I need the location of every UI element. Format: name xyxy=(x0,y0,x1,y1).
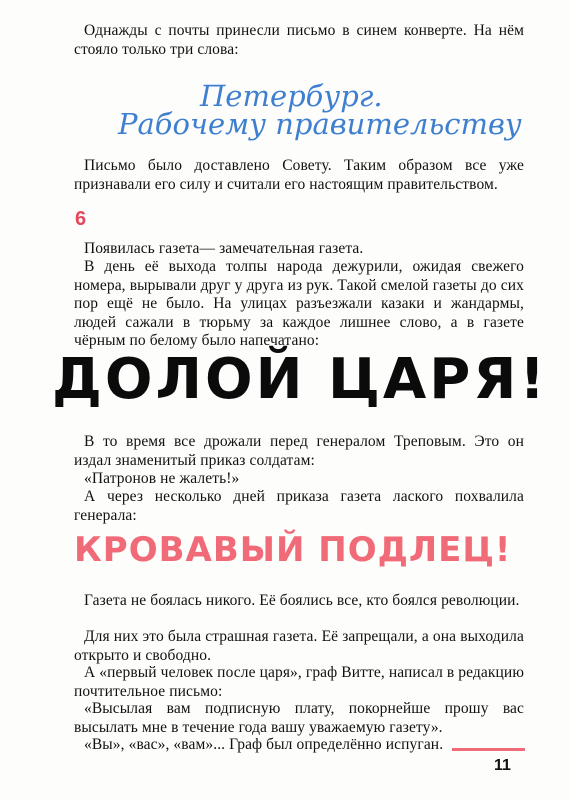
footer-rule xyxy=(452,748,525,751)
paragraph-praise: А через несколько дней приказа газета лаского похвалила генерала: xyxy=(74,488,524,524)
headline-down-with-tsar: ДОЛОЙ ЦАРЯ! xyxy=(52,347,548,412)
headline-bloody-scoundrel: КРОВАВЫЙ ПОДЛЕЦ! xyxy=(74,530,512,570)
handwritten-line-2: Рабочему правительству xyxy=(118,107,522,141)
paragraph-scary-newspaper: Для них это была страшная газета. Её запрещали, а она выходила открыто и свободно. xyxy=(74,628,524,664)
paragraph-newspaper-day: В день её выхода толпы народа дежурили, ожидая свежего номера, вырывали друг у друга из рук. Такой смелой газеты до сих пор ещё не было. На улицах разъезжали казаки и жандармы, людей сажали в тюрьму за каждое лишнее слово, а в газете чёрным по белому было напечатано: xyxy=(74,258,524,349)
paragraph-letter-delivered: Письмо было доставлено Совету. Таким образом все уже признавали его силу и считали его настоящим правительством. xyxy=(74,157,524,193)
handwritten-line-1: Петербург. xyxy=(200,79,383,113)
paragraph-letter-arrival: Однажды с почты принесли письмо в синем конверте. На нём стояло только три слова: xyxy=(74,22,524,58)
paragraph-order-quote: «Патронов не жалеть!» xyxy=(84,470,240,487)
paragraph-count-scared: «Вы», «вас», «вам»... Граф был определённо испуган. xyxy=(84,736,444,753)
page-number: 11 xyxy=(494,757,511,774)
paragraph-newspaper-appeared: Появилась газета— замечательная газета. xyxy=(84,240,364,257)
handwritten-address xyxy=(118,79,522,144)
paragraph-witte: А «первый человек после царя», граф Витте, написал в редакцию почтительное письмо: xyxy=(74,664,524,700)
paragraph-witte-letter: «Высылая вам подписную плату, покорнейше прошу вас высылать мне в течение года вашу уважаемую газету». xyxy=(74,700,524,736)
section-number: 6 xyxy=(75,208,87,230)
paragraph-trepov: В то время все дрожали перед генералом Треповым. Это он издал знаменитый приказ солдатам: xyxy=(74,433,524,469)
paragraph-not-afraid: Газета не боялась никого. Её боялись все, кто боялся революции. xyxy=(84,592,520,609)
